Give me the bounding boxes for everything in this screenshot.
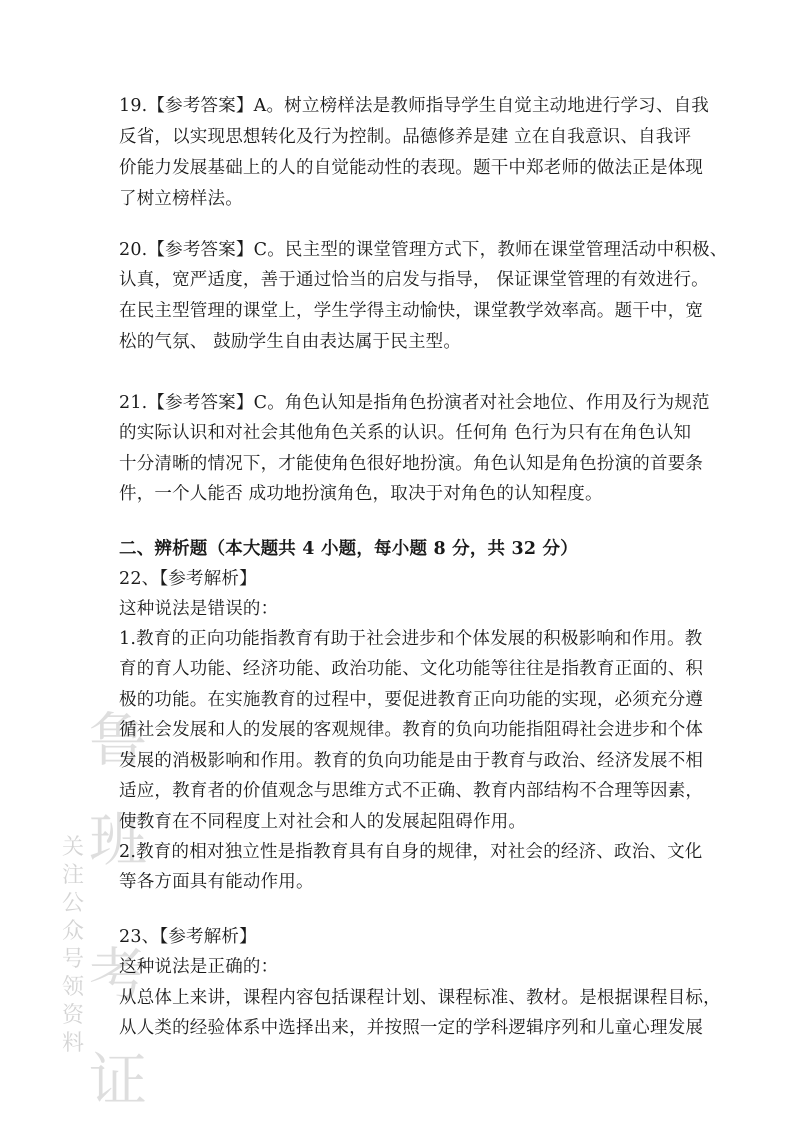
text-line: 的实际认识和对社会其他角色关系的认识。任何角 色行为只有在角色认知: [119, 423, 692, 443]
watermark-char: 资: [61, 1003, 84, 1028]
text-line: 价能力发展基础上的人的自觉能动性的表现。题干中郑老师的做法正是体现: [119, 158, 704, 178]
text-line: 发展的消极影响和作用。教育的负向功能是由于教育与政治、经济发展不相: [119, 751, 704, 771]
text-line: 等各方面具有能动作用。: [119, 872, 314, 892]
text-line: 件，一个人能否 成功地扮演角色，取决于对角色的认知程度。: [119, 484, 603, 504]
watermark-char: 号: [61, 947, 84, 972]
text-line: 十分清晰的情况下，才能使角色很好地扮演。角色认知是角色扮演的首要条: [119, 454, 704, 474]
text-line: 育的育人功能、经济功能、政治功能、文化功能等往往是指教育正面的、积: [119, 659, 704, 679]
text-line: 反省，以实现思想转化及行为控制。品德修养是建 立在自我意识、自我评: [119, 127, 692, 147]
watermark-char: 关: [61, 835, 84, 860]
text-line: 松的气氛、 鼓励学生自由表达属于民主型。: [119, 332, 462, 352]
text-line: 22、【参考解析】: [119, 569, 257, 589]
watermark-char-large: 班: [88, 806, 147, 874]
watermark-char: 公: [61, 891, 84, 916]
text-line: 在民主型管理的课堂上，学生学得主动愉快，课堂教学效率高。题干中，宽: [119, 301, 704, 321]
watermark-char: 注: [61, 863, 84, 888]
text-line: 1.教育的正向功能指教育有助于社会进步和个体发展的积极影响和作用。教: [119, 629, 703, 649]
watermark-char-large: 考: [88, 941, 147, 1009]
text-line: 这种说法是错误的：: [119, 599, 279, 619]
watermark-char-large: 鲁: [88, 706, 147, 774]
section-heading: 二、辨析题（本大题共 4 小题，每小题 8 分，共 32 分）: [119, 539, 578, 559]
text-line: 从总体上来讲，课程内容包括课程计划、课程标准、教材。是根据课程目标，: [119, 988, 721, 1008]
text-line: 23、【参考解析】: [119, 927, 257, 947]
text-line: 适应，教育者的价值观念与思维方式不正确、教育内部结构不合理等因素，: [119, 781, 704, 801]
text-line: 使教育在不同程度上对社会和人的发展起阻碍作用。: [119, 812, 527, 832]
text-line: 从人类的经验体系中选择出来，并按照一定的学科逻辑序列和儿童心理发展: [119, 1018, 704, 1038]
text-line: 20.【参考答案】C。民主型的课堂管理方式下，教师在课堂管理活动中积极、: [119, 240, 728, 260]
watermark-char-large: 证: [88, 1046, 147, 1114]
text-line: 2.教育的相对独立性是指教育具有自身的规律，对社会的经济、政治、文化: [119, 842, 703, 862]
text-line: 认真，宽严适度，善于通过恰当的启发与指导， 保证课堂管理的有效进行。: [119, 270, 709, 290]
text-line: 19.【参考答案】A。树立榜样法是教师指导学生自觉主动地进行学习、自我: [119, 96, 709, 116]
text-line: 极的功能。在实施教育的过程中，要促进教育正向功能的实现，必须充分遵: [119, 690, 704, 710]
watermark-char: 众: [61, 919, 84, 944]
watermark-char: 领: [61, 975, 84, 1000]
text-line: 循社会发展和人的发展的客观规律。教育的负向功能指阻碍社会进步和个体: [119, 720, 704, 740]
text-line: 了树立榜样法。: [119, 189, 243, 209]
text-line: 21.【参考答案】C。角色认知是指角色扮演者对社会地位、作用及行为规范: [119, 393, 710, 413]
text-line: 这种说法是正确的：: [119, 957, 279, 977]
watermark-char: 料: [61, 1031, 84, 1056]
